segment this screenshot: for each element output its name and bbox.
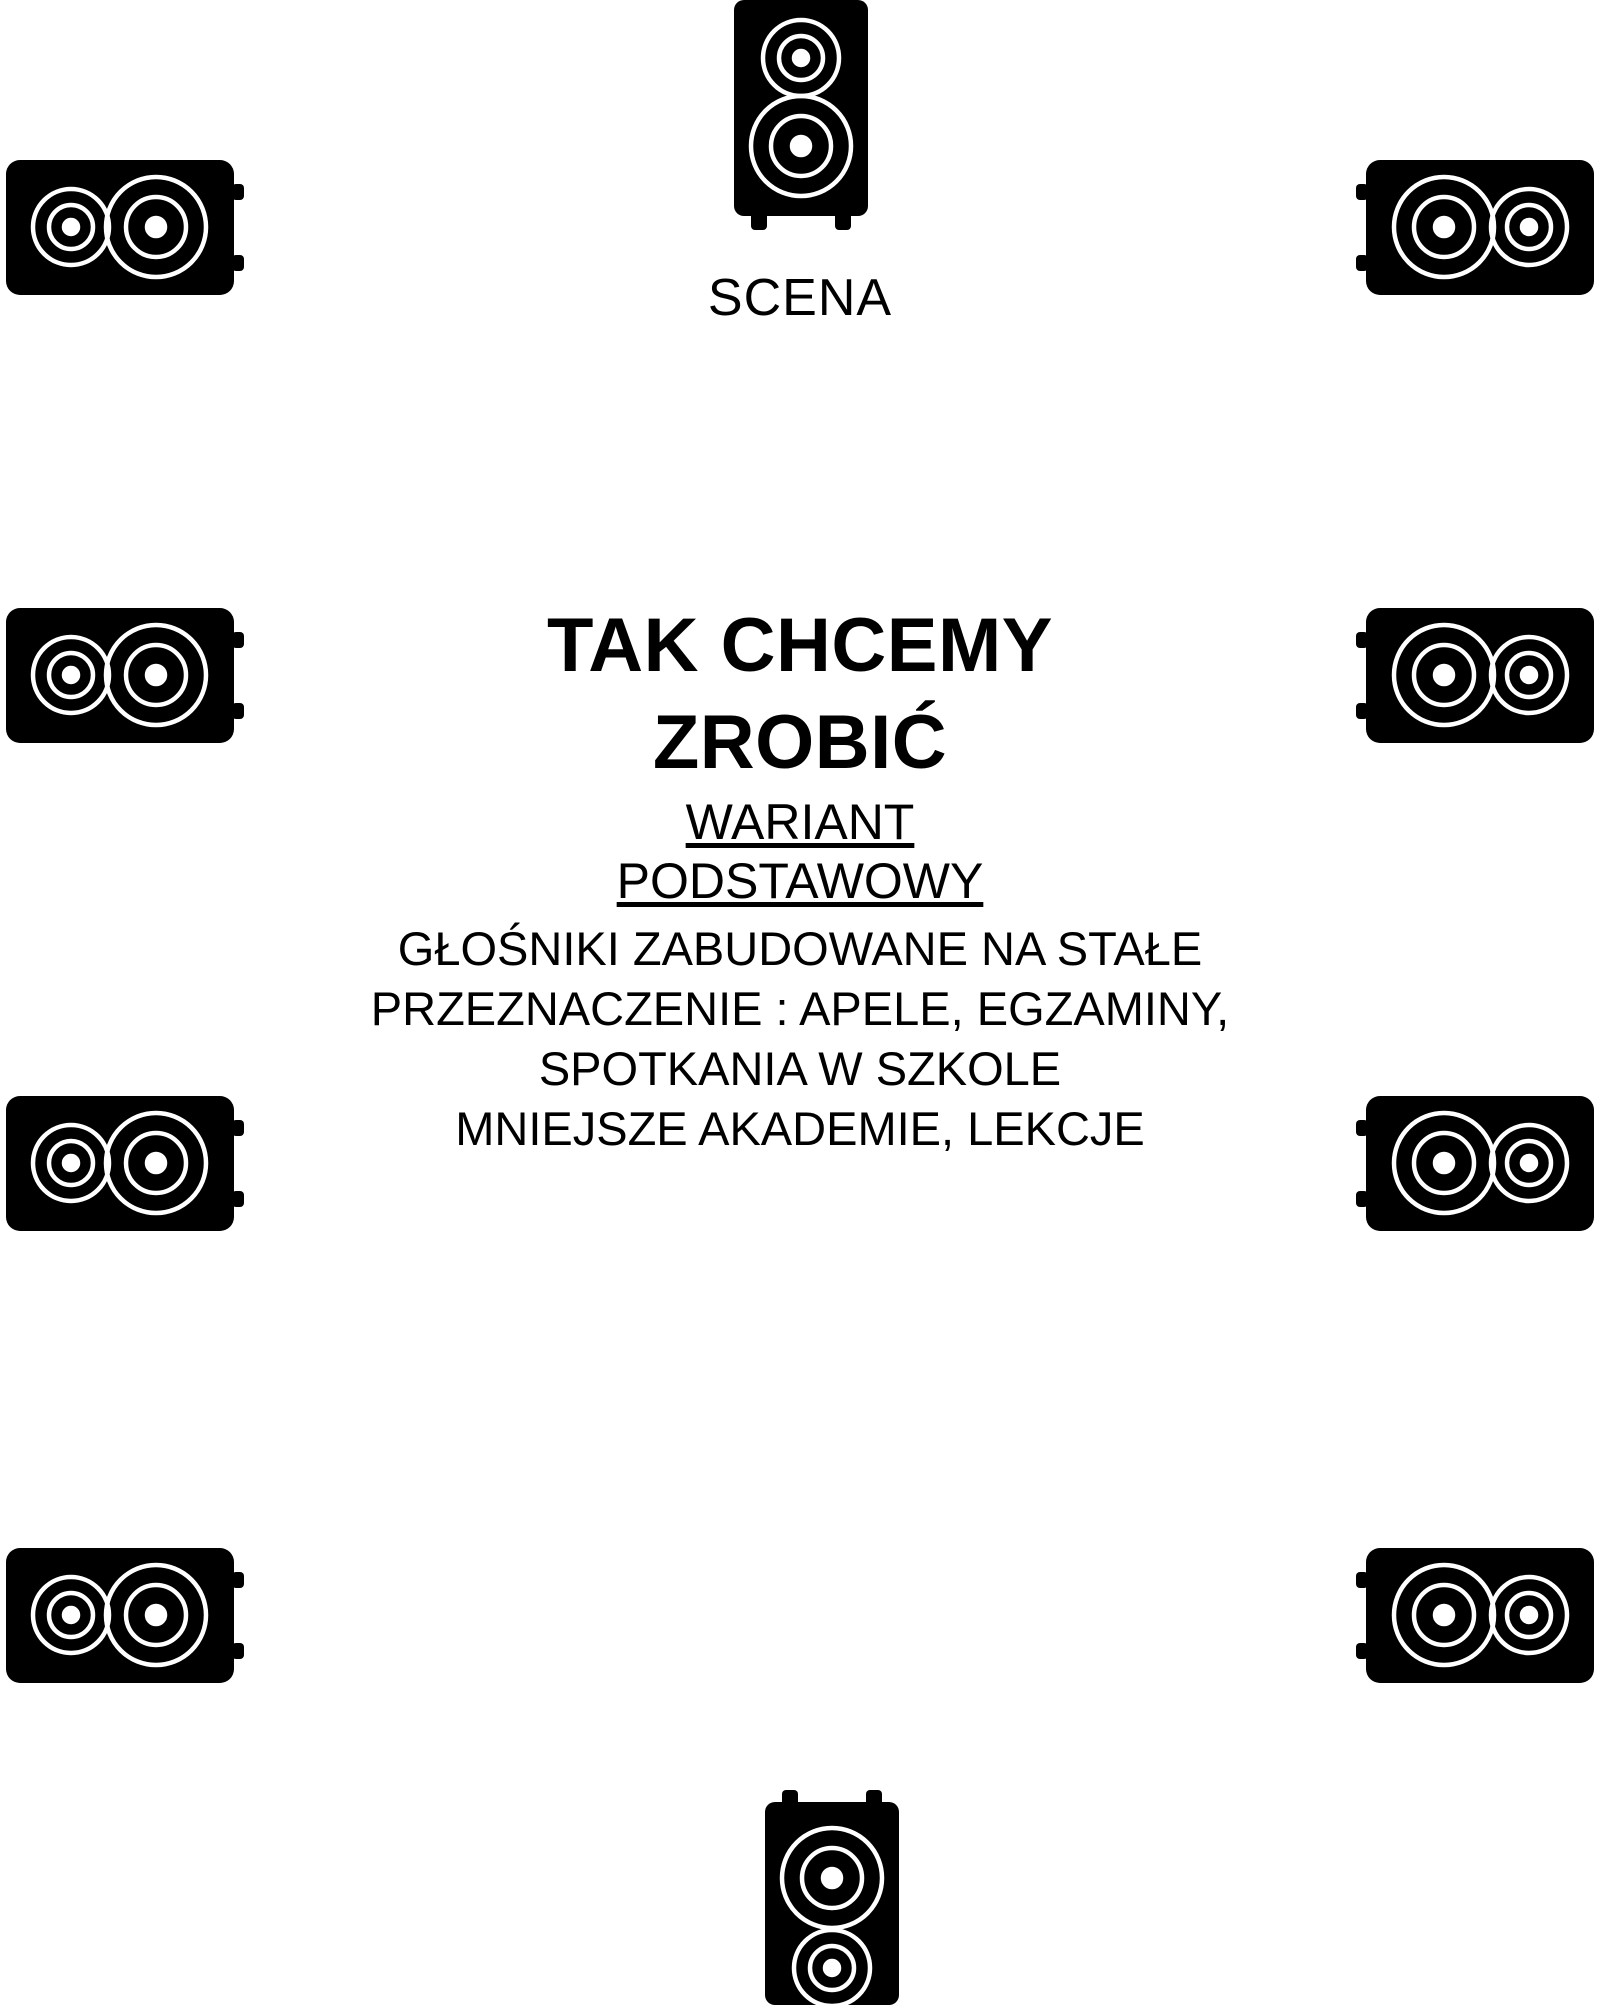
speaker-right-4 xyxy=(1354,1548,1594,1683)
headline-line-1: TAK CHCEMY xyxy=(546,603,1053,688)
speaker-left-3 xyxy=(6,1096,246,1231)
speaker-right-3 xyxy=(1354,1096,1594,1231)
description-line-3: SPOTKANIA W SZKOLE xyxy=(538,1041,1062,1095)
speaker-left-4 xyxy=(6,1548,246,1683)
description-block xyxy=(240,919,1360,1158)
speaker-left-1 xyxy=(6,160,246,295)
speaker-rear-bottom xyxy=(757,1790,907,2005)
description-line-2: PRZEZNACZENIE : APELE, EGZAMINY, xyxy=(370,982,1230,1036)
subtitle-line-1: WARIANT xyxy=(685,794,915,851)
speaker-right-2 xyxy=(1354,608,1594,743)
center-text-block xyxy=(240,600,1360,1158)
speaker-left-2 xyxy=(6,608,246,743)
description-line-1: GŁOŚNIKI ZABUDOWANE NA STAŁE xyxy=(397,922,1203,976)
headline-line-2: ZROBIĆ xyxy=(652,699,948,785)
speaker-right-1 xyxy=(1354,160,1594,295)
stage-label: SCENA xyxy=(707,269,893,327)
subtitle-line-2: PODSTAWOWY xyxy=(616,853,984,910)
speaker-stage-top xyxy=(726,0,876,235)
description-line-4: MNIEJSZE AKADEMIE, LEKCJE xyxy=(455,1101,1145,1155)
